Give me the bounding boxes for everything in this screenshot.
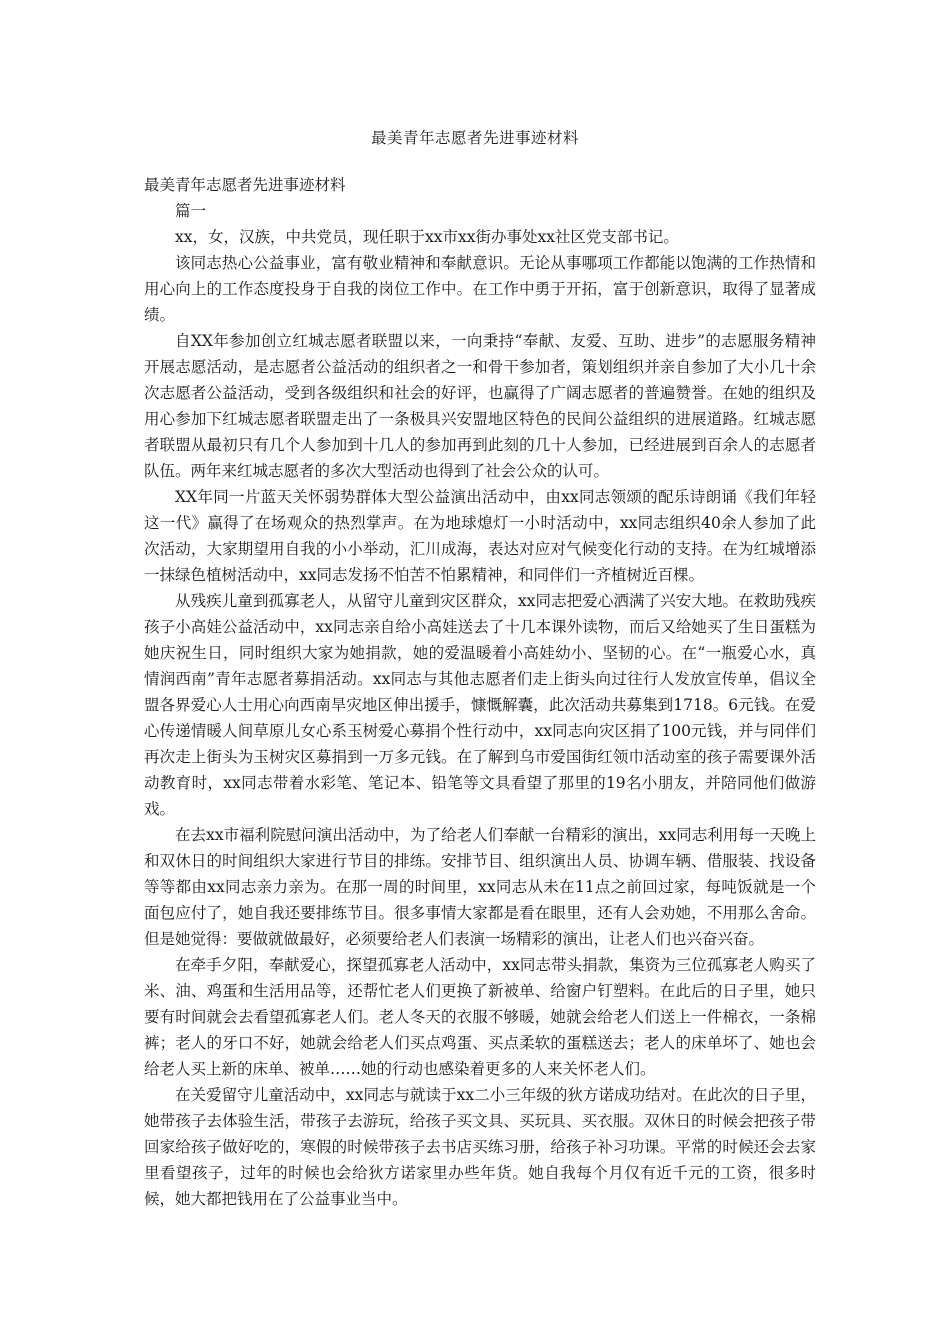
paragraph-1: xx，女，汉族，中共党员，现任职于xx市xx街办事处xx社区党支部书记。 <box>175 228 679 246</box>
paragraph-7: 在牵手夕阳，奉献爱心，探望孤寡老人活动中，xx同志带头捐款，集资为三位孤寡老人购买了米、油、鸡蛋和生活用品等，还帮忙老人们更换了新被单、给窗户钉塑料。在此后的日子里，她只要有时间就会去看望孤寡老人们。老人冬天的衣服不够暖，她就会给老人们送上一件棉衣，一条棉裤；老人的牙口不好，她就会给老人们买点鸡蛋、买点柔软的蛋糕送去；老人的床单坏了、她也会给老人买上新的床单、被单……她的行动也感染着更多的人来关怀老人们。 <box>144 956 816 1078</box>
paragraph-2: 该同志热心公益事业，富有敬业精神和奉献意识。无论从事哪项工作都能以饱满的工作热情和用心向上的工作态度投身于自我的岗位工作中。在工作中勇于开拓，富于创新意识，取得了显著成绩。 <box>144 254 816 324</box>
paragraph-3: 自XX年参加创立红城志愿者联盟以来，一向秉持“奉献、友爱、互助、进步”的志愿服务精神开展志愿活动，是志愿者公益活动的组织者之一和骨干参加者，策划组织并亲自参加了大小几十余次志愿者公益活动，受到各级组织和社会的好评，也赢得了广阔志愿者的普遍赞誉。在她的组织及用心参加下红城志愿者联盟走出了一条极具兴安盟地区特色的民间公益组织的进展道路。红城志愿者联盟从最初只有几个人参加到十几人的参加再到此刻的几十人参加，已经进展到百余人的志愿者队伍。两年来红城志愿者的多次大型活动也得到了社会公众的认可。 <box>144 332 816 480</box>
section-label: 篇一 <box>175 202 207 220</box>
document-title: 最美青年志愿者先进事迹材料 <box>370 129 579 147</box>
paragraph-6: 在去xx市福利院慰问演出活动中，为了给老人们奉献一台精彩的演出，xx同志利用每一天晚上和双休日的时间组织大家进行节目的排练。安排节目、组织演出人员、协调车辆、借服装、找设备等等都由xx同志亲力亲为。在那一周的时间里，xx同志从未在11点之前回过家，每吨饭就是一个面包应付了，她自我还要排练节目。很多事情大家都是看在眼里，还有人会劝她，不用那么舍命。但是她觉得：要做就做最好，必须要给老人们表演一场精彩的演出，让老人们也兴奋兴奋。 <box>144 826 816 948</box>
document-subtitle: 最美青年志愿者先进事迹材料 <box>144 176 346 194</box>
paragraph-8: 在关爱留守儿童活动中，xx同志与就读于xx二小三年级的狄方诺成功结对。在此次的日子里，她带孩子去体验生活，带孩子去游玩，给孩子买文具、买玩具、买衣服。双休日的时候会把孩子带回家给孩子做好吃的，寒假的时候带孩子去书店买练习册，给孩子补习功课。平常的时候还会去家里看望孩子，过年的时候也会给狄方诺家里办些年货。她自我每个月仅有近千元的工资，很多时候，她大都把钱用在了公益事业当中。 <box>144 1086 816 1208</box>
document-body <box>144 172 816 1212</box>
paragraph-4: XX年同一片蓝天关怀弱势群体大型公益演出活动中，由xx同志领颂的配乐诗朗诵《我们年轻这一代》赢得了在场观众的热烈掌声。在为地球熄灯一小时活动中，xx同志组织40余人参加了此次活动，大家期望用自我的小小举动，汇川成海，表达对应对气候变化行动的支持。在为红城增添一抹绿色植树活动中，xx同志发扬不怕苦不怕累精神，和同伴们一齐植树近百棵。 <box>144 488 816 584</box>
paragraph-5: 从残疾儿童到孤寡老人，从留守儿童到灾区群众，xx同志把爱心洒满了兴安大地。在救助残疾孩子小高娃公益活动中，xx同志亲自给小高娃送去了十几本课外读物，而后又给她买了生日蛋糕为她庆祝生日，同时组织大家为她捐款，她的爱温暖着小高娃幼小、坚韧的心。在“一瓶爱心水，真情润西南”青年志愿者募捐活动。xx同志与其他志愿者们走上街头向过往行人发放宣传单，倡议全盟各界爱心人士用心向西南旱灾地区伸出援手，慷慨解囊，此次活动共募集到1718。6元钱。在爱心传递情暖人间草原儿女心系玉树爱心募捐个性行动中，xx同志向灾区捐了100元钱，并与同伴们再次走上街头为玉树灾区募捐到一万多元钱。在了解到乌市爱国街红领巾活动室的孩子需要课外活动教育时，xx同志带着水彩笔、笔记本、铅笔等文具看望了那里的19名小朋友，并陪同他们做游戏。 <box>144 592 816 818</box>
